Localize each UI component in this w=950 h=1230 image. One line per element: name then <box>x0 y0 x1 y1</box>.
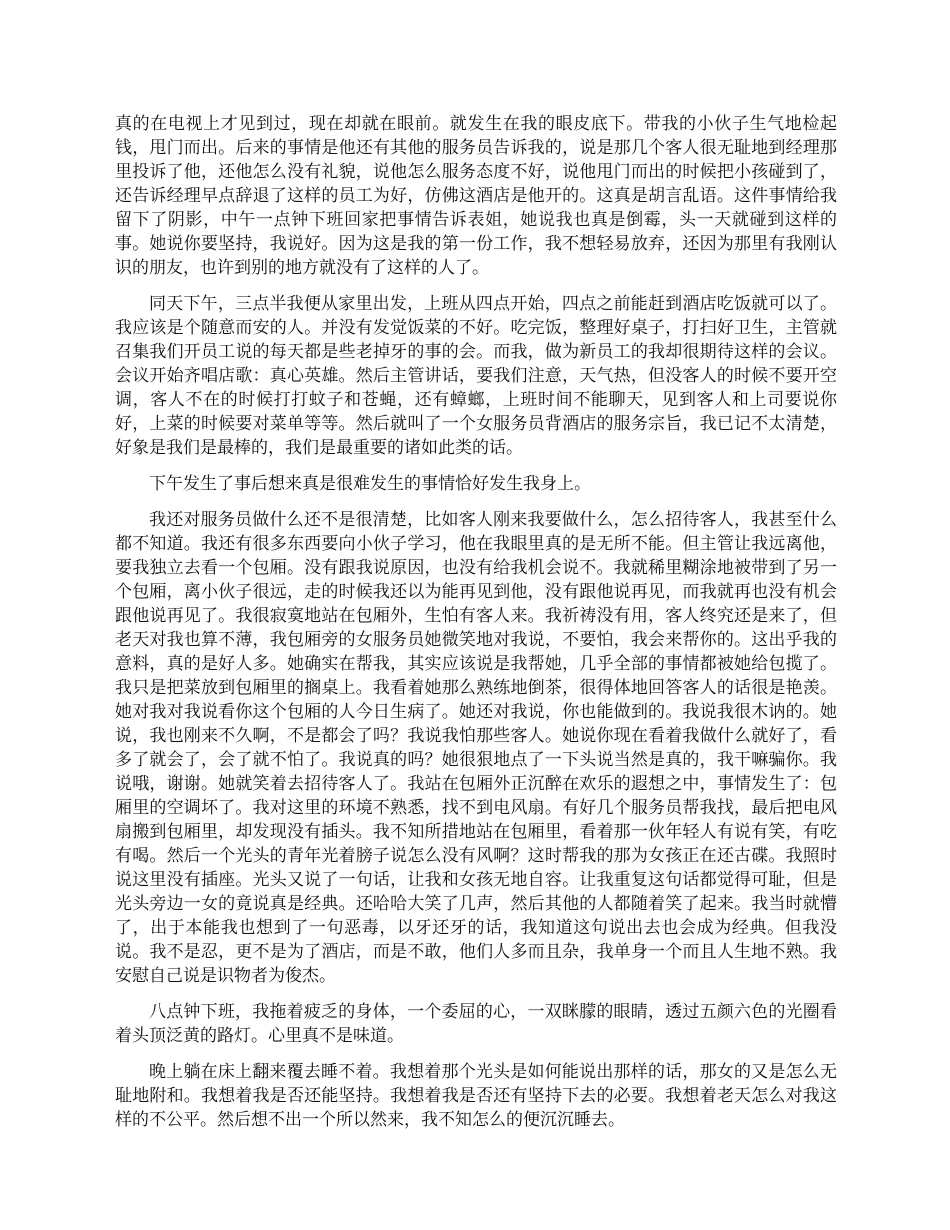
paragraph-6: 晚上躺在床上翻来覆去睡不着。我想着那个光头是如何能说出那样的话，那女的又是怎么无耻地附和。我想着我是否还能坚持。我想着我是否还有坚持下去的必要。我想着老天怎么对我这样的不公平。然后想不出一个所以然来，我不知怎么的便沉沉睡去。 <box>115 1062 837 1130</box>
document-body <box>115 112 837 1144</box>
paragraph-1: 真的在电视上才见到过，现在却就在眼前。就发生在我的眼皮底下。带我的小伙子生气地检起钱，甩门而出。后来的事情是他还有其他的服务员告诉我的，说是那几个客人很无耻地到经理那里投诉了他，还他怎么没有礼貌，说他怎么服务态度不好，说他甩门而出的时候把小孩碰到了，还告诉经理早点辞退了这样的员工为好，仿佛这酒店是他开的。这真是胡言乱语。这件事情给我留下了阴影，中午一点钟下班回家把事情告诉表姐，她说我也真是倒霉，头一天就碰到这样的事。她说你要坚持，我说好。因为这是我的第一份工作，我不想轻易放弃，还因为那里有我刚认识的朋友，也许到别的地方就没有了这样的人了。 <box>115 114 837 278</box>
paragraph-3: 下午发生了事后想来真是很难发生的事情恰好发生我身上。 <box>149 474 591 494</box>
paragraph-5: 八点钟下班，我拖着疲乏的身体，一个委屈的心，一双眯朦的眼睛，透过五颜六色的光圈看着头顶泛黄的路灯。心里真不是味道。 <box>115 1002 837 1046</box>
paragraph-4: 我还对服务员做什么还不是很清楚，比如客人刚来我要做什么，怎么招待客人，我甚至什么都不知道。我还有很多东西要向小伙子学习，他在我眼里真的是无所不能。但主管让我远离他，要我独立去看一个包厢。没有跟我说原因，也没有给我机会说不。我就稀里糊涂地被带到了另一个包厢，离小伙子很远，走的时候我还以为能再见到他，没有跟他说再见，而我就再也没有机会跟他说再见了。我很寂寞地站在包厢外，生怕有客人来。我祈祷没有用，客人终究还是来了，但老天对我也算不薄，我包厢旁的女服务员她微笑地对我说，不要怕，我会来帮你的。这出乎我的意料，真的是好人多。她确实在帮我，其实应该说是我帮她，几乎全部的事情都被她给包揽了。我只是把菜放到包厢里的搁桌上。我看着她那么熟练地倒茶，很得体地回答客人的话很是艳羡。她对我对我说看你这个包厢的人今日生病了。她还对我说，你也能做到的。我说我很木讷的。她说，我也刚来不久啊，不是都会了吗？我说我怕那些客人。她说你现在看着我做什么就好了，看多了就会了，会了就不怕了。我说真的吗？她很狠地点了一下头说当然是真的，我干嘛骗你。我说哦，谢谢。她就笑着去招待客人了。我站在包厢外正沉醉在欢乐的遐想之中，事情发生了：包厢里的空调坏了。我对这里的环境不熟悉，找不到电风扇。有好几个服务员帮我找，最后把电风扇搬到包厢里，却发现没有插头。我不知所措地站在包厢里，看着那一伙年轻人有说有笑，有吃有喝。然后一个光头的青年光着膀子说怎么没有风啊？这时帮我的那为女孩正在还古碟。我照时说这里没有插座。光头又说了一句话，让我和女孩无地自容。让我重复这句话都觉得可耻，但是光头旁边一女的竟说真是经典。还哈哈大笑了几声，然后其他的人都随着笑了起来。我当时就懵了，出于本能我也想到了一句恶毒，以牙还牙的话，我知道这句说出去也会成为经典。但我没说。我不是忍，更不是为了酒店，而是不敢，他们人多而且杂，我单身一个而且人生地不熟。我安慰自己说是识物者为俊杰。 <box>115 510 837 986</box>
paragraph-2: 同天下午，三点半我便从家里出发，上班从四点开始，四点之前能赶到酒店吃饭就可以了。我应该是个随意而安的人。并没有发觉饭菜的不好。吃完饭，整理好桌子，打扫好卫生，主管就召集我们开员工说的每天都是些老掉牙的事的会。而我，做为新员工的我却很期待这样的会议。会议开始齐唱店歌：真心英雄。然后主管讲话，要我们注意，天气热，但没客人的时候不要开空调，客人不在的时候打打蚊子和苍蝇，还有蟑螂，上班时间不能聊天，见到客人和上司要说你好，上菜的时候要对菜单等等。然后就叫了一个女服务员背酒店的服务宗旨，我已记不太清楚，好象是我们是最棒的，我们是最重要的诸如此类的话。 <box>115 294 837 458</box>
